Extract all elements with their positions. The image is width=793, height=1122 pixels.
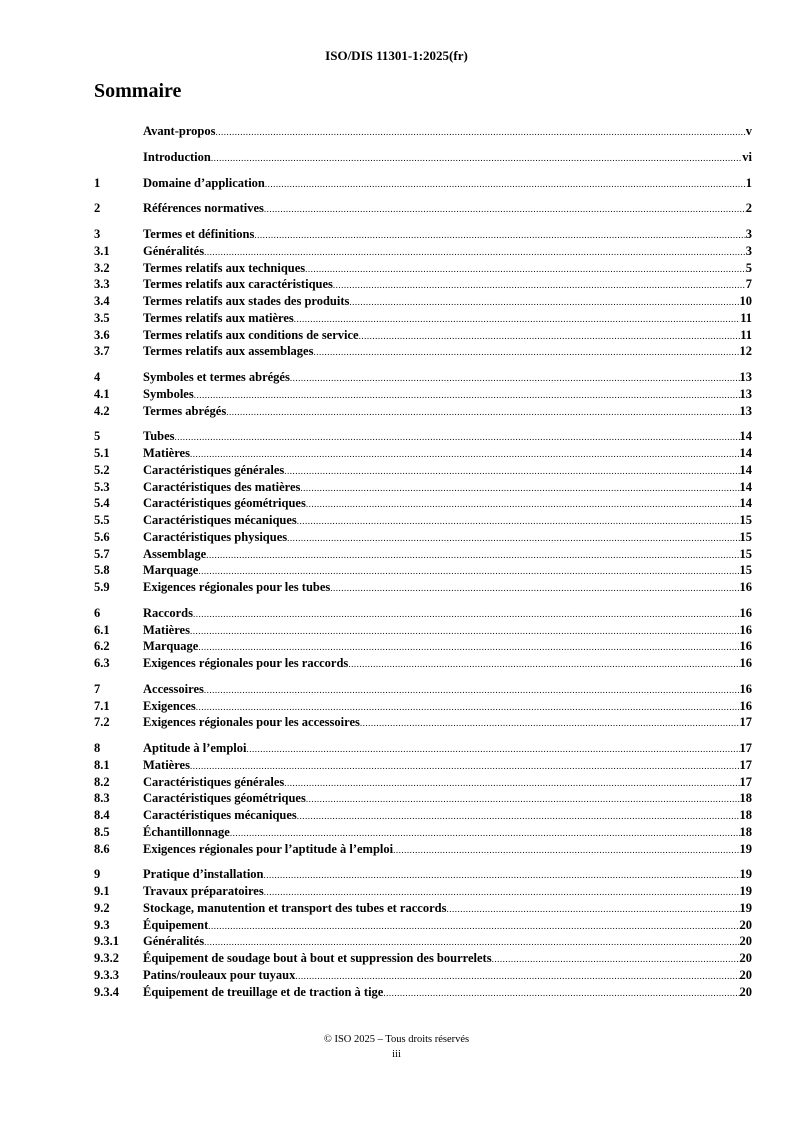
toc-entry-number: 5.3 [94,479,110,494]
toc-entry[interactable] [94,866,752,883]
toc-leader-dots [305,261,746,278]
toc-leader-dots [254,227,745,244]
toc-leader-dots [208,918,739,935]
toc-entry-title: Travaux préparatoires [143,884,264,898]
toc-entry-page: 12 [739,344,752,359]
toc-entry[interactable] [94,562,752,579]
toc-entry[interactable] [94,790,752,807]
toc-entry-number: 3.2 [94,260,110,275]
toc-entry-page: 20 [739,951,752,965]
toc-entry-page: 16 [739,622,752,637]
toc-entry-page: 15 [739,563,752,578]
toc-leader-dots [492,951,740,968]
toc-section [94,866,752,1000]
toc-leader-dots [246,741,739,758]
toc-entry-number: 5.2 [94,462,110,477]
toc-leader-dots [349,294,739,311]
toc-entry[interactable] [94,681,752,698]
toc-entry[interactable] [94,327,752,344]
toc-entry-page: 5 [745,260,752,275]
toc-entry-title: Caractéristiques générales [143,774,285,789]
toc-leader-dots [264,884,740,901]
toc-leader-dots [198,563,739,580]
toc-entry-page: 20 [739,967,752,982]
toc-entry-page: 16 [739,639,752,654]
toc-leader-dots [284,463,739,480]
toc-entry[interactable] [94,149,752,166]
toc-entry-number: 5.1 [94,446,110,460]
toc-leader-dots [211,150,742,167]
toc-entry[interactable] [94,757,752,774]
toc-leader-dots [190,758,740,775]
toc-section [94,123,752,140]
toc-entry-number: 5.5 [94,513,110,527]
toc-leader-dots [215,124,745,141]
toc-entry-title: Caractéristiques des matières [143,479,301,494]
toc-entry-page: 3 [745,243,752,258]
toc-entry-page: 13 [739,386,752,401]
toc-entry-title: Équipement [143,917,209,932]
toc-entry-page: 19 [739,884,752,898]
toc-entry-number: 5 [94,429,101,444]
toc-entry-title: Termes relatifs aux conditions de service [143,327,359,342]
toc-entry-number: 6 [94,605,101,620]
toc-entry-page: 10 [739,294,752,308]
toc-entry-title: Échantillonnage [143,824,230,839]
toc-entry-number: 9.2 [94,900,110,915]
toc-entry-title: Caractéristiques générales [143,462,285,477]
toc-leader-dots [204,934,739,951]
toc-entry-number: 5.9 [94,580,110,594]
toc-entry-page: 16 [739,580,752,594]
table-of-contents [94,123,752,1000]
toc-entry-title: Exigences régionales pour les raccords [143,656,349,670]
toc-leader-dots [306,496,740,513]
toc-entry-page: v [745,124,752,138]
toc-entry-number: 3.4 [94,294,110,308]
toc-leader-dots [295,968,739,985]
copyright-notice: © ISO 2025 – Tous droits réservés [323,1034,470,1045]
toc-entry-title: Termes relatifs aux caractéristiques [143,277,333,292]
toc-leader-dots [300,480,739,497]
toc-entry-number: 3.6 [94,327,110,342]
toc-entry-title: Matières [143,622,190,637]
toc-entry-title: Termes relatifs aux stades des produits [143,294,350,308]
toc-leader-dots [294,311,740,328]
toc-leader-dots [230,825,740,842]
toc-entry-page: vi [742,149,752,164]
toc-entry-title: Marquage [143,563,199,578]
toc-entry-page: 18 [739,791,752,806]
toc-entry-title: Pratique d’installation [143,867,264,882]
toc-leader-dots [190,623,740,640]
toc-entry-number: 8.4 [94,808,110,822]
toc-section [94,200,752,217]
toc-entry-title: Caractéristiques mécaniques [143,808,297,822]
toc-leader-dots [290,370,740,387]
toc-entry-page: 15 [739,546,752,561]
toc-entry[interactable] [94,698,752,715]
toc-entry-title: Généralités [143,243,205,258]
toc-entry[interactable] [94,807,752,824]
toc-entry-title: Avant-propos [143,124,216,138]
toc-entry-number: 9.3.4 [94,984,119,999]
toc-entry-number: 3.7 [94,344,110,359]
toc-entry[interactable] [94,403,752,420]
toc-entry[interactable] [94,917,752,934]
toc-entry-page: 20 [739,917,752,932]
toc-entry-page: 1 [745,175,752,190]
toc-leader-dots [264,201,746,218]
toc-entry-page: 15 [739,513,752,527]
toc-entry-title: Aptitude à l’emploi [143,741,247,755]
toc-entry[interactable] [94,200,752,217]
toc-entry-title: Accessoires [143,681,204,696]
toc-leader-dots [264,867,740,884]
toc-entry-page: 19 [739,900,752,915]
toc-entry-page: 17 [739,741,752,755]
toc-entry[interactable] [94,123,752,140]
toc-entry-number: 9.3 [94,917,110,932]
toc-entry-number: 5.7 [94,546,110,561]
toc-entry-number: 4.2 [94,403,110,418]
toc-entry-title: Exigences [143,698,196,713]
toc-entry-title: Équipement de soudage bout à bout et suppression des bourrelets [143,951,492,965]
toc-entry[interactable] [94,293,752,310]
toc-entry-page: 14 [739,496,752,511]
toc-section [94,605,752,672]
toc-entry-number: 9.3.3 [94,967,119,982]
toc-entry[interactable] [94,260,752,277]
toc-leader-dots [198,639,739,656]
toc-leader-dots [206,547,739,564]
toc-entry[interactable] [94,310,752,327]
toc-entry-page: 18 [739,824,752,839]
toc-entry-number: 8 [94,741,101,755]
toc-entry-number: 4.1 [94,386,110,401]
toc-entry-title: Matières [143,757,190,772]
toc-leader-dots [204,244,746,261]
toc-entry-page: 14 [739,479,752,494]
toc-entry-title: Généralités [143,934,205,949]
toc-leader-dots [284,775,739,792]
toc-entry-page: 16 [739,698,752,713]
toc-entry[interactable] [94,445,752,462]
toc-leader-dots [226,404,739,421]
toc-entry-title: Caractéristiques mécaniques [143,513,297,527]
toc-entry-page: 14 [739,462,752,477]
toc-entry[interactable] [94,495,752,512]
toc-entry[interactable] [94,900,752,917]
document-header: ISO/DIS 11301-1:2025(fr) [325,48,468,63]
toc-entry-number: 3 [94,227,101,241]
toc-entry-number: 6.3 [94,656,110,670]
toc-leader-dots [383,985,739,1002]
toc-entry[interactable] [94,529,752,546]
toc-entry-title: Matières [143,446,190,460]
toc-entry-number: 9.3.1 [94,934,119,949]
toc-entry-title: Marquage [143,639,199,654]
toc-entry[interactable] [94,638,752,655]
toc-entry-title: Tubes [143,429,175,444]
toc-entry-page: 19 [739,841,752,856]
toc-entry-title: Introduction [143,149,211,164]
toc-section [94,226,752,360]
page-footer [0,1032,793,1062]
toc-entry-title: Termes relatifs aux assemblages [143,344,314,359]
toc-section [94,681,752,731]
toc-entry-number: 6.2 [94,639,110,654]
toc-entry-page: 3 [745,227,752,241]
toc-entry-number: 3.5 [94,310,110,325]
toc-entry-number: 5.8 [94,563,110,578]
toc-section [94,175,752,192]
toc-entry-number: 9 [94,867,101,882]
toc-leader-dots [330,580,739,597]
toc-entry[interactable] [94,883,752,900]
toc-entry-page: 17 [739,715,752,730]
toc-leader-dots [190,446,740,463]
toc-leader-dots [446,901,739,918]
toc-entry-title: Symboles et termes abrégés [143,370,290,384]
toc-entry[interactable] [94,243,752,260]
toc-entry[interactable] [94,386,752,403]
toc-leader-dots [204,682,740,699]
toc-leader-dots [313,344,739,361]
toc-entry[interactable] [94,622,752,639]
toc-entry-page: 19 [739,867,752,882]
toc-entry-page: 18 [739,808,752,822]
toc-entry-number: 7 [94,681,101,696]
toc-entry-number: 9.3.2 [94,951,119,965]
toc-entry-number: 8.1 [94,757,110,772]
toc-entry-title: Références normatives [143,201,264,216]
toc-section [94,369,752,419]
toc-entry[interactable] [94,579,752,596]
toc-leader-dots [360,715,740,732]
toc-section [94,740,752,857]
toc-entry[interactable] [94,512,752,529]
toc-entry[interactable] [94,226,752,243]
toc-leader-dots [194,387,740,404]
toc-entry-number: 8.6 [94,841,110,856]
page-number: iii [392,1049,401,1060]
toc-entry-title: Exigences régionales pour les tubes [143,580,331,594]
toc-entry[interactable] [94,841,752,858]
toc-entry-number: 2 [94,201,101,216]
toc-entry-number: 5.6 [94,529,110,544]
toc-entry[interactable] [94,369,752,386]
toc-leader-dots [297,808,740,825]
toc-entry-title: Termes abrégés [143,403,227,418]
toc-leader-dots [393,842,739,859]
toc-entry-title: Caractéristiques physiques [143,529,288,544]
toc-leader-dots [287,530,739,547]
toc-entry-title: Termes et définitions [143,227,255,241]
toc-entry-page: 17 [739,757,752,772]
toc-leader-dots [306,791,740,808]
toc-entry-title: Stockage, manutention et transport des tubes et raccords [143,900,447,915]
toc-entry-title: Symboles [143,386,194,401]
toc-entry-title: Exigences régionales pour les accessoires [143,715,360,730]
toc-entry-number: 4 [94,370,101,384]
toc-entry-title: Patins/rouleaux pour tuyaux [143,967,296,982]
toc-entry[interactable] [94,933,752,950]
toc-entry-page: 13 [739,403,752,418]
toc-entry[interactable] [94,774,752,791]
toc-leader-dots [348,656,739,673]
toc-entry[interactable] [94,740,752,757]
toc-leader-dots [333,277,746,294]
toc-entry-page: 20 [739,984,752,999]
toc-entry-number: 7.2 [94,715,110,730]
toc-entry-number: 5.4 [94,496,110,511]
toc-entry-page: 16 [739,605,752,620]
toc-entry-number: 8.2 [94,774,110,789]
toc-entry[interactable] [94,479,752,496]
toc-entry-number: 6.1 [94,622,110,637]
toc-entry-page: 13 [739,370,752,384]
toc-entry-title: Domaine d’application [143,175,265,190]
toc-entry-page: 14 [739,446,752,460]
toc-entry[interactable] [94,546,752,563]
toc-entry-page: 14 [739,429,752,444]
toc-entry-title: Équipement de treuillage et de traction à tige [143,984,384,999]
toc-entry-number: 3.1 [94,243,110,258]
toc-leader-dots [196,699,740,716]
toc-section [94,428,752,596]
toc-entry[interactable] [94,714,752,731]
toc-entry[interactable] [94,655,752,672]
toc-entry[interactable] [94,462,752,479]
toc-entry-number: 9.1 [94,884,110,898]
toc-entry-page: 16 [739,656,752,670]
toc-entry-page: 20 [739,934,752,949]
toc-leader-dots [297,513,740,530]
toc-entry-page: 17 [739,774,752,789]
page-title: Sommaire [94,80,182,102]
toc-entry-title: Assemblage [143,546,207,561]
toc-entry[interactable] [94,343,752,360]
toc-entry-title: Termes relatifs aux techniques [143,260,306,275]
toc-entry-page: 2 [745,201,752,216]
toc-entry-title: Termes relatifs aux matières [143,310,294,325]
toc-entry-number: 7.1 [94,698,110,713]
toc-entry[interactable] [94,967,752,984]
toc-leader-dots [265,176,746,193]
toc-entry[interactable] [94,605,752,622]
toc-entry[interactable] [94,175,752,192]
toc-entry[interactable] [94,276,752,293]
toc-leader-dots [193,606,740,623]
toc-entry-number: 1 [94,175,101,190]
toc-entry-number: 8.5 [94,824,110,839]
toc-leader-dots [175,429,740,446]
toc-entry-page: 11 [740,310,752,325]
toc-entry-page: 15 [739,529,752,544]
toc-entry-page: 11 [740,327,752,342]
toc-entry-page: 16 [739,681,752,696]
toc-entry-title: Caractéristiques géométriques [143,496,306,511]
toc-entry[interactable] [94,950,752,967]
toc-entry-title: Caractéristiques géométriques [143,791,306,806]
toc-entry-page: 7 [745,277,752,292]
toc-section [94,149,752,166]
toc-entry[interactable] [94,984,752,1001]
toc-entry-title: Exigences régionales pour l’aptitude à l’emploi [143,841,394,856]
toc-entry[interactable] [94,428,752,445]
toc-entry[interactable] [94,824,752,841]
toc-entry-title: Raccords [143,605,193,620]
toc-entry-number: 3.3 [94,277,110,292]
toc-entry-number: 8.3 [94,791,110,806]
toc-leader-dots [359,328,741,345]
